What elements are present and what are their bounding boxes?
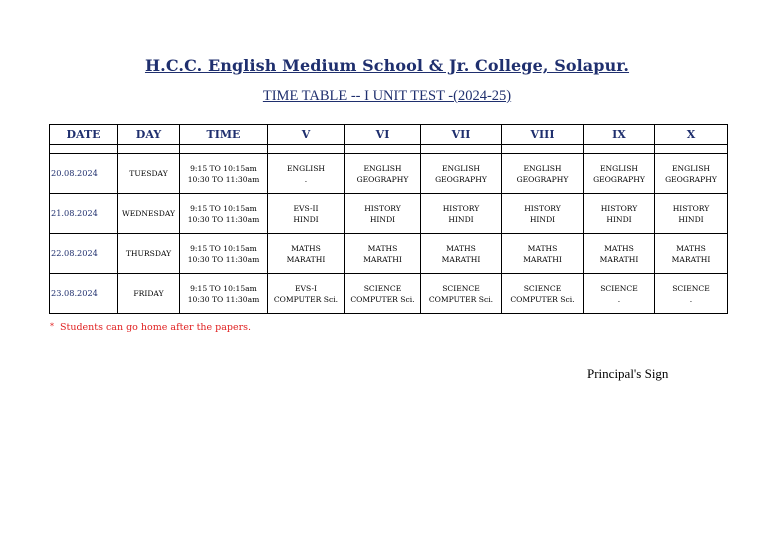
- time-slot: 9:15 TO 10:15am: [190, 283, 257, 293]
- subject-name: MATHS: [291, 243, 321, 253]
- subject-cell: [655, 274, 728, 314]
- subject-name: HINDI: [369, 214, 396, 224]
- subject-name: COMPUTER Sci.: [428, 294, 494, 304]
- time-slot: 10:30 TO 11:30am: [187, 174, 260, 184]
- subject-name: HISTORY: [442, 203, 480, 213]
- timetable: [49, 124, 728, 314]
- subject-name: ENGLISH: [523, 163, 562, 173]
- table-row: [50, 234, 728, 274]
- subject-name: SCIENCE: [363, 283, 402, 293]
- subject-cell: [421, 274, 502, 314]
- subject-name: EVS-I: [294, 283, 318, 293]
- subject-cell: [584, 274, 655, 314]
- subject-name: HINDI: [606, 214, 632, 224]
- table-row: [50, 274, 728, 314]
- timetable-subtitle: TIME TABLE -- I UNIT TEST -(2024-25): [262, 88, 512, 104]
- subject-cell: [655, 154, 728, 194]
- subject-name: MATHS: [604, 243, 634, 253]
- principal-signature-label: Principal's Sign: [587, 366, 669, 381]
- subject-name: MARATHI: [286, 254, 326, 264]
- subject-cell: [268, 154, 345, 194]
- subject-name: MATHS: [527, 243, 558, 253]
- subject-name: SCIENCE: [600, 283, 638, 293]
- subject-cell: [584, 154, 655, 194]
- subject-cell: [345, 154, 421, 194]
- time-cell: [180, 194, 268, 234]
- subject-name: COMPUTER Sci.: [350, 294, 415, 304]
- subject-name: HINDI: [293, 214, 319, 224]
- subject-name: GEOGRAPHY: [356, 174, 409, 184]
- subject-cell: [655, 194, 728, 234]
- subject-name: .: [304, 174, 308, 184]
- table-row: [50, 194, 728, 234]
- time-slot: 10:30 TO 11:30am: [187, 214, 260, 224]
- subject-name: MARATHI: [671, 254, 711, 264]
- subject-name: HISTORY: [672, 203, 710, 213]
- time-slot: 9:15 TO 10:15am: [190, 163, 257, 173]
- subject-name: MATHS: [446, 243, 476, 253]
- column-header: VIII: [502, 125, 584, 145]
- subject-name: ENGLISH: [286, 163, 326, 173]
- subject-cell: [655, 234, 728, 274]
- spacer-row: [50, 145, 728, 154]
- subject-name: GEOGRAPHY: [665, 174, 717, 184]
- subject-name: ENGLISH: [441, 163, 481, 173]
- subject-name: GEOGRAPHY: [435, 174, 487, 184]
- subject-name: HISTORY: [364, 203, 401, 213]
- date-cell: 22.08.2024: [50, 234, 118, 274]
- subject-name: HISTORY: [600, 203, 638, 213]
- subject-name: MARATHI: [523, 254, 562, 264]
- subject-name: HINDI: [448, 214, 474, 224]
- subject-name: MARATHI: [599, 254, 639, 264]
- subject-name: GEOGRAPHY: [593, 174, 645, 184]
- day-cell: TUESDAY: [118, 154, 180, 194]
- column-header: VII: [421, 125, 502, 145]
- time-cell: [180, 234, 268, 274]
- time-slot: 10:30 TO 11:30am: [187, 254, 260, 264]
- subject-name: MARATHI: [363, 254, 402, 264]
- date-cell: 21.08.2024: [50, 194, 118, 234]
- time-cell: [180, 274, 268, 314]
- subject-cell: [502, 234, 584, 274]
- column-header: X: [655, 125, 728, 145]
- date-cell: 23.08.2024: [50, 274, 118, 314]
- school-title: H.C.C. English Medium School & Jr. College, Solapur.: [144, 56, 630, 75]
- subject-cell: [268, 194, 345, 234]
- subject-name: HINDI: [529, 214, 556, 224]
- subject-cell: [502, 274, 584, 314]
- footnote: [50, 322, 251, 333]
- subject-name: SCIENCE: [672, 283, 710, 293]
- date-cell: 20.08.2024: [50, 154, 118, 194]
- column-header: DAY: [118, 125, 180, 145]
- footnote-text: Students can go home after the papers.: [60, 322, 252, 333]
- subject-name: ENGLISH: [363, 163, 402, 173]
- subject-cell: [502, 194, 584, 234]
- time-slot: 10:30 TO 11:30am: [187, 294, 260, 304]
- subject-name: .: [689, 294, 693, 304]
- column-header: IX: [584, 125, 655, 145]
- subject-name: HINDI: [678, 214, 704, 224]
- day-cell: FRIDAY: [118, 274, 180, 314]
- subject-cell: [421, 154, 502, 194]
- subject-cell: [268, 234, 345, 274]
- subject-name: HISTORY: [524, 203, 561, 213]
- column-header: TIME: [180, 125, 268, 145]
- column-header: V: [268, 125, 345, 145]
- subject-name: MATHS: [676, 243, 706, 253]
- subject-cell: [268, 274, 345, 314]
- time-slot: 9:15 TO 10:15am: [190, 203, 257, 213]
- subject-name: SCIENCE: [523, 283, 562, 293]
- day-cell: THURSDAY: [118, 234, 180, 274]
- subject-cell: [421, 234, 502, 274]
- subject-cell: [345, 274, 421, 314]
- subject-name: MATHS: [367, 243, 398, 253]
- column-header: VI: [345, 125, 421, 145]
- time-slot: 9:15 TO 10:15am: [190, 243, 257, 253]
- header-row: [50, 125, 728, 145]
- subject-name: COMPUTER Sci.: [510, 294, 575, 304]
- footnote-marker: *: [50, 322, 54, 331]
- subject-name: COMPUTER Sci.: [273, 294, 339, 304]
- subject-cell: [584, 234, 655, 274]
- subject-name: .: [617, 294, 621, 304]
- day-cell: WEDNESDAY: [118, 194, 180, 234]
- column-header: DATE: [50, 125, 118, 145]
- subject-cell: [502, 154, 584, 194]
- table-row: [50, 154, 728, 194]
- subject-name: SCIENCE: [442, 283, 480, 293]
- subject-name: ENGLISH: [599, 163, 639, 173]
- subject-cell: [345, 234, 421, 274]
- subject-cell: [345, 194, 421, 234]
- subject-name: GEOGRAPHY: [516, 174, 569, 184]
- time-cell: [180, 154, 268, 194]
- subject-name: ENGLISH: [671, 163, 711, 173]
- subject-name: MARATHI: [441, 254, 481, 264]
- subject-cell: [584, 194, 655, 234]
- subject-name: EVS-II: [293, 203, 319, 213]
- subject-cell: [421, 194, 502, 234]
